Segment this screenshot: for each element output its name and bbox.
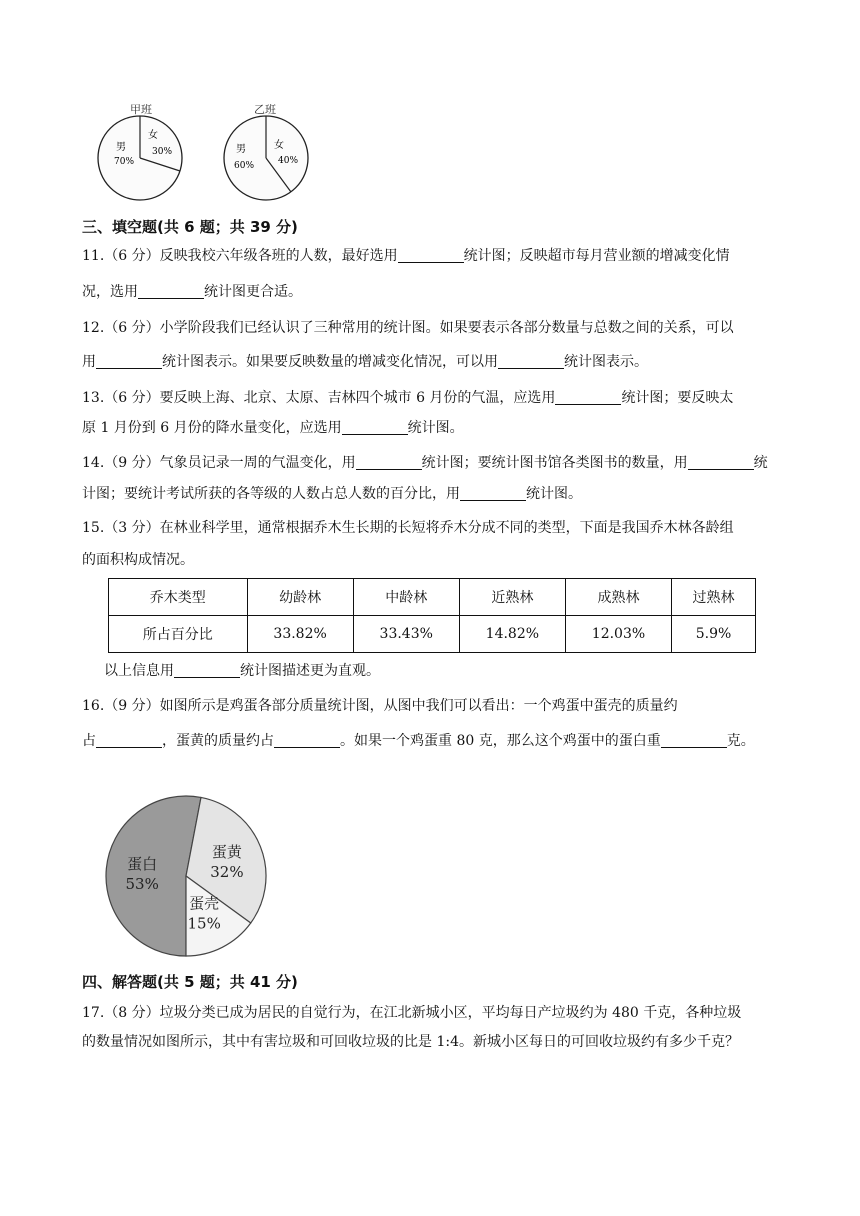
table-header-cell: 成熟林: [565, 579, 671, 616]
q15-text-b: 统计图描述更为直观。: [240, 663, 380, 679]
q16-text-a: 占: [82, 733, 96, 749]
q15-after: [104, 661, 832, 681]
pie-title-jia: 甲班: [130, 103, 152, 116]
q15-blank[interactable]: [174, 663, 240, 678]
pie-yi-male-value: 60%: [234, 161, 255, 171]
q14-blank-3[interactable]: [460, 486, 526, 501]
q11-text-a: 11.（6 分）反映我校六年级各班的人数，最好选用: [82, 248, 398, 264]
pie-jia-male-label: 男: [116, 142, 126, 153]
q16-line1: 16.（9 分）如图所示是鸡蛋各部分质量统计图，从图中我们可以看出：一个鸡蛋中蛋壳的质量约: [82, 698, 678, 714]
section-answer-heading: 四、解答题(共 5 题；共 41 分): [82, 973, 298, 991]
pie-jia-female-value: 30%: [152, 147, 173, 157]
q14-blank-2[interactable]: [688, 455, 754, 470]
table-header-cell: 乔木类型: [109, 579, 248, 616]
pie-jia-male-value: 70%: [114, 157, 135, 167]
pie-yi-male-label: 男: [236, 144, 246, 155]
q14-blank-1[interactable]: [356, 455, 422, 470]
q16-text-d: 克。: [726, 733, 755, 749]
q17-line2: 的数量情况如图所示，其中有害垃圾和可回收垃圾的比是 1:4。新城小区每日的可回收垃圾约有多少千克？: [82, 1034, 739, 1050]
q12-line2: [82, 352, 832, 372]
egg-shell-value-label: 15%: [187, 914, 221, 933]
table-cell: 12.03%: [565, 616, 671, 653]
q16-text-c: 。如果一个鸡蛋重 80 克，那么这个鸡蛋中的蛋白重: [340, 733, 661, 749]
egg-white-name-label: 蛋白: [127, 854, 158, 873]
q13-line2: [82, 418, 832, 438]
q11-blank-1[interactable]: [398, 248, 464, 263]
q11-line2: [82, 282, 832, 302]
q14-text-b: 统计图；要统计图书馆各类图书的数量，用: [421, 455, 688, 471]
table-row: [109, 579, 756, 616]
q11-text-d: 统计图更合适。: [204, 284, 302, 300]
q13-text-c: 原 1 月份到 6 月份的降水量变化，应选用: [82, 420, 342, 436]
pie-yi-female-value: 40%: [278, 156, 299, 166]
q14-text-d: 计图；要统计考试所获的各等级的人数占总人数的百分比，用: [82, 486, 460, 502]
egg-yolk-value-label: 32%: [210, 862, 244, 881]
table-cell: 33.43%: [353, 616, 459, 653]
q15-text-a: 以上信息用: [104, 663, 174, 679]
forest-age-table: [108, 578, 756, 653]
table-header-cell: 过熟林: [672, 579, 756, 616]
q13-blank-1[interactable]: [555, 390, 621, 405]
table-cell: 14.82%: [459, 616, 565, 653]
q16-text-b: ，蛋黄的质量约占: [162, 733, 274, 749]
q11-text-c: 况，选用: [82, 284, 138, 300]
table-cell: 5.9%: [672, 616, 756, 653]
q16-blank-2[interactable]: [274, 733, 340, 748]
table-cell: 33.82%: [247, 616, 353, 653]
q11-line1: [82, 246, 832, 266]
q13-line1: [82, 388, 832, 408]
q14-line2: [82, 484, 832, 504]
q13-text-d: 统计图。: [407, 420, 464, 436]
q15-line1: 15.（3 分）在林业科学里，通常根据乔木生长期的长短将乔木分成不同的类型，下面是我国乔木林各龄组: [82, 520, 734, 536]
q13-text-a: 13.（6 分）要反映上海、北京、太原、吉林四个城市 6 月份的气温，应选用: [82, 390, 556, 406]
q11-blank-2[interactable]: [138, 284, 204, 299]
egg-yolk-name-label: 蛋黄: [211, 842, 242, 861]
q14-text-e: 统计图。: [526, 486, 582, 502]
q12-blank-1[interactable]: [96, 354, 162, 369]
q17-line1: 17.（8 分）垃圾分类已成为居民的自觉行为，在江北新城小区，平均每日产垃圾约为 480 千克，各种垃圾: [82, 1005, 742, 1021]
q12-line1: 12.（6 分）小学阶段我们已经认识了三种常用的统计图。如果要表示各部分数量与总数之间的关系，可以: [82, 320, 734, 336]
egg-shell-name-label: 蛋壳: [189, 894, 220, 913]
table-cell: 所占百分比: [109, 616, 248, 653]
pie-jia-female-label: 女: [148, 130, 158, 141]
q16-blank-3[interactable]: [661, 733, 727, 748]
pie-title-yi: 乙班: [254, 103, 276, 116]
class-pie-charts: [96, 112, 326, 204]
q13-blank-2[interactable]: [342, 420, 408, 435]
section-fill-heading: 三、填空题(共 6 题；共 39 分): [82, 218, 298, 236]
table-row: [109, 616, 756, 653]
q12-text-a: 用: [82, 354, 96, 370]
q12-text-b: 统计图表示。如果要反映数量的增减变化情况，可以用: [162, 354, 498, 370]
q14-line1: [82, 453, 832, 473]
q11-text-b: 统计图；反映超市每月营业额的增减变化情: [463, 248, 730, 264]
q16-blank-1[interactable]: [96, 733, 162, 748]
table-header-cell: 中龄林: [353, 579, 459, 616]
q16-line2: [82, 731, 832, 751]
q14-text-c: 统: [753, 455, 768, 471]
q13-text-b: 统计图；要反映太: [621, 390, 734, 406]
table-header-cell: 幼龄林: [247, 579, 353, 616]
pie-yi-female-label: 女: [274, 140, 284, 151]
q15-line2: 的面积构成情况。: [82, 552, 194, 568]
egg-white-value-label: 53%: [125, 874, 159, 893]
egg-pie-chart: [104, 788, 274, 964]
q14-text-a: 14.（9 分）气象员记录一周的气温变化，用: [82, 455, 356, 471]
q12-blank-2[interactable]: [498, 354, 564, 369]
q12-text-c: 统计图表示。: [564, 354, 648, 370]
table-header-cell: 近熟林: [459, 579, 565, 616]
